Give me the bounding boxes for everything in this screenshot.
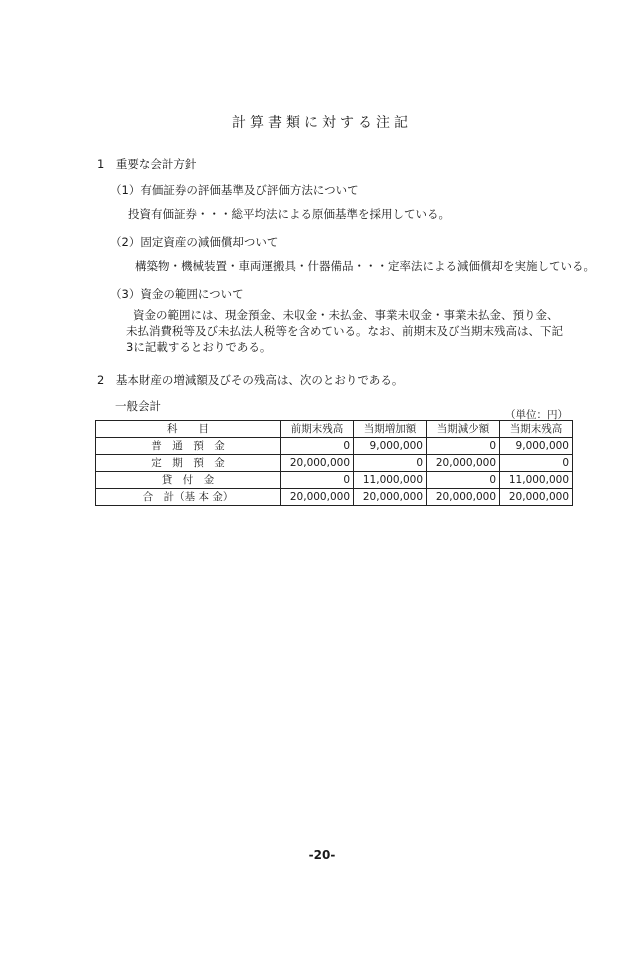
column-header-decrease: 当期減少額 bbox=[427, 421, 500, 438]
item-1-body: 投資有価証券・・・総平均法による原価基準を採用している。 bbox=[128, 207, 450, 221]
table-row bbox=[96, 455, 573, 472]
endowment-table bbox=[95, 420, 573, 506]
table-row bbox=[96, 438, 573, 455]
table-cell: 11,000,000 bbox=[500, 472, 573, 489]
row-label: 合 計（基 本 金） bbox=[96, 489, 281, 506]
table-cell: 0 bbox=[500, 455, 573, 472]
general-account-label: 一般会計 bbox=[115, 399, 161, 413]
row-label: 定 期 預 金 bbox=[96, 455, 281, 472]
table-cell: 20,000,000 bbox=[500, 489, 573, 506]
column-header-increase: 当期増加額 bbox=[354, 421, 427, 438]
table-cell: 20,000,000 bbox=[427, 489, 500, 506]
column-header-subject: 科 目 bbox=[96, 421, 281, 438]
row-label: 貸 付 金 bbox=[96, 472, 281, 489]
table-cell: 0 bbox=[281, 438, 354, 455]
table-cell: 20,000,000 bbox=[281, 489, 354, 506]
table-row bbox=[96, 472, 573, 489]
item-1-heading: （1）有価証券の評価基準及び評価方法について bbox=[110, 183, 359, 197]
unit-label: （単位：円） bbox=[505, 409, 568, 421]
table-cell: 20,000,000 bbox=[281, 455, 354, 472]
item-3-body-line-3: 3に記載するとおりである。 bbox=[126, 340, 272, 354]
item-2-body: 構築物・機械装置・車両運搬具・什器備品・・・定率法による減価償却を実施している。 bbox=[135, 259, 595, 273]
table-cell: 0 bbox=[427, 438, 500, 455]
item-3-heading: （3）資金の範囲について bbox=[110, 287, 244, 301]
table-cell: 9,000,000 bbox=[500, 438, 573, 455]
item-3-body-line-1: 資金の範囲には、現金預金、未収金・未払金、事業未収金・事業未払金、預り金、 bbox=[133, 308, 559, 322]
table-cell: 0 bbox=[354, 455, 427, 472]
page-number: -20- bbox=[308, 848, 336, 862]
item-2-heading: （2）固定資産の減価償却ついて bbox=[110, 235, 279, 249]
table-cell: 20,000,000 bbox=[354, 489, 427, 506]
section-2-heading: 2 基本財産の増減額及びその残高は、次のとおりである。 bbox=[97, 373, 404, 387]
table-cell: 9,000,000 bbox=[354, 438, 427, 455]
table-cell: 11,000,000 bbox=[354, 472, 427, 489]
table-total-row bbox=[96, 489, 573, 506]
column-header-current-balance: 当期末残高 bbox=[500, 421, 573, 438]
row-label: 普 通 預 金 bbox=[96, 438, 281, 455]
column-header-prior-balance: 前期末残高 bbox=[281, 421, 354, 438]
page-title: 計算書類に対する注記 bbox=[232, 115, 412, 131]
table-header-row bbox=[96, 421, 573, 438]
section-1-heading: 1 重要な会計方針 bbox=[97, 157, 197, 171]
item-3-body-line-2: 未払消費税等及び未払法人税等を含めている。なお、前期末及び当期末残高は、下記 bbox=[126, 324, 563, 338]
table-cell: 0 bbox=[427, 472, 500, 489]
table-cell: 0 bbox=[281, 472, 354, 489]
table-cell: 20,000,000 bbox=[427, 455, 500, 472]
